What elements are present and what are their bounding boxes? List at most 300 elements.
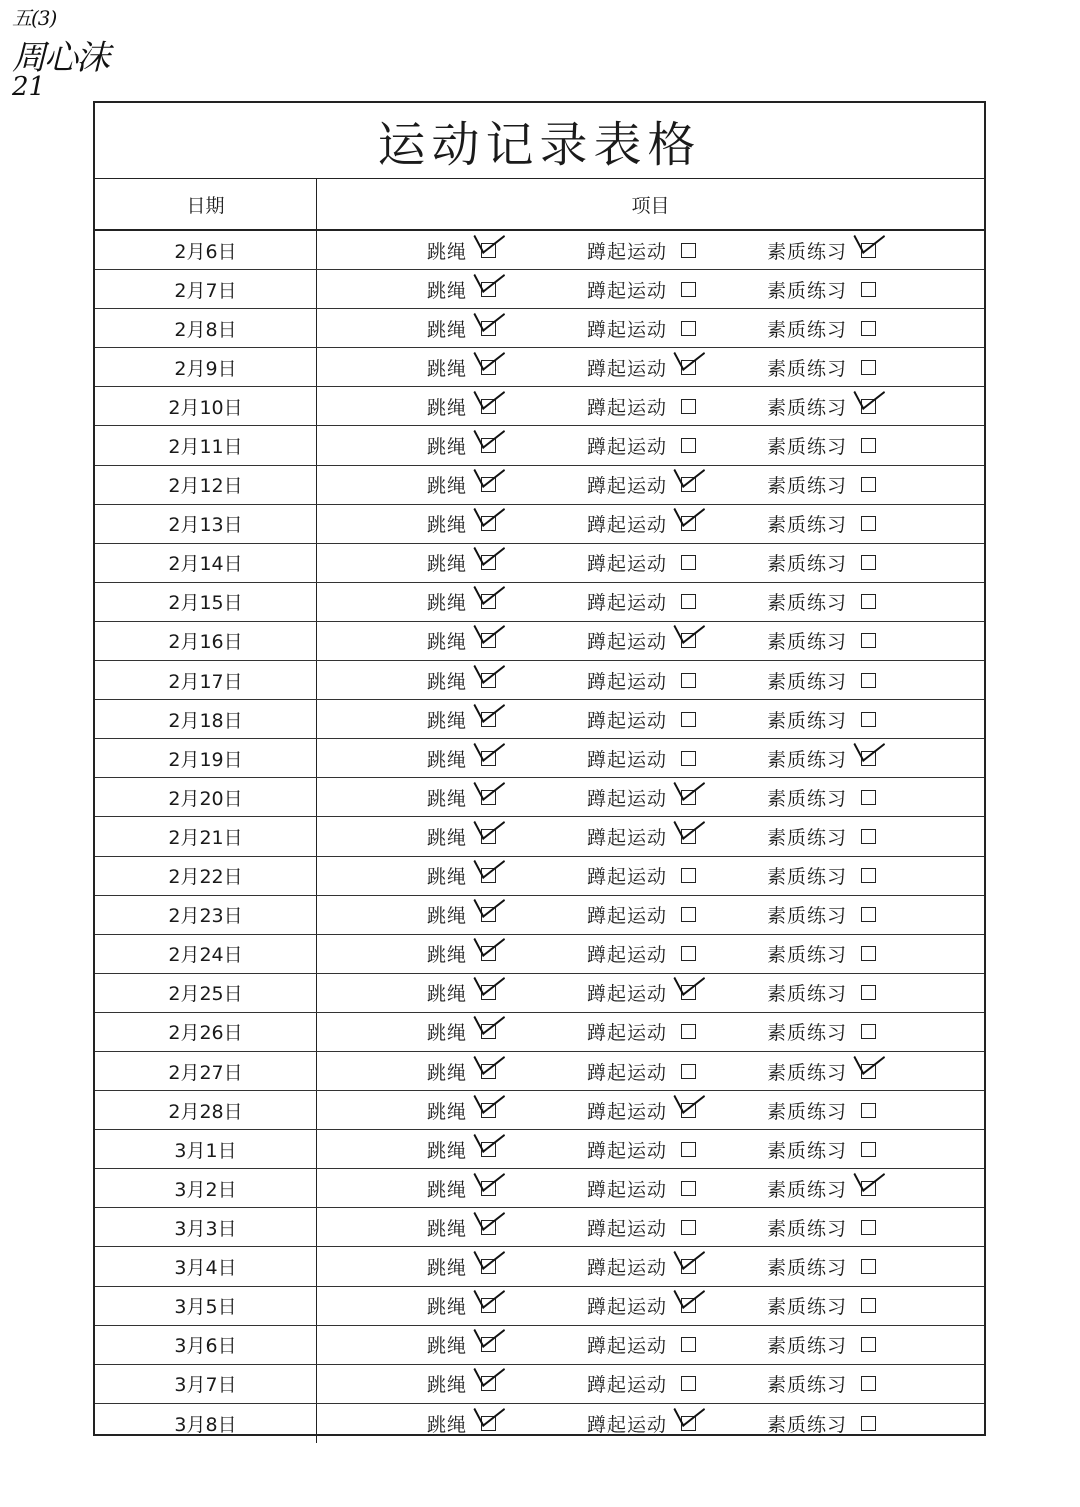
row-items (317, 1287, 984, 1325)
checked-checkbox[interactable] (481, 243, 496, 258)
option-squat (587, 1247, 696, 1285)
checked-checkbox[interactable] (481, 868, 496, 883)
checked-checkbox[interactable] (481, 399, 496, 414)
option-label: 跳绳 (427, 983, 468, 1006)
row-items (317, 622, 984, 660)
table-row (95, 1091, 984, 1130)
row-date: 2月25日 (95, 974, 317, 1012)
checked-checkbox[interactable] (481, 790, 496, 805)
checked-checkbox[interactable] (481, 829, 496, 844)
option-label: 蹲起运动 (587, 905, 668, 928)
empty-checkbox[interactable] (861, 1337, 876, 1352)
empty-checkbox[interactable] (681, 1024, 696, 1039)
row-items (317, 466, 984, 504)
checked-checkbox[interactable] (481, 751, 496, 766)
row-date: 2月7日 (95, 270, 317, 308)
empty-checkbox[interactable] (861, 946, 876, 961)
table-row (95, 583, 984, 622)
empty-checkbox[interactable] (681, 946, 696, 961)
empty-checkbox[interactable] (861, 516, 876, 531)
checked-checkbox[interactable] (681, 985, 696, 1000)
row-items (317, 1326, 984, 1364)
table-row (95, 231, 984, 270)
row-date: 2月12日 (95, 466, 317, 504)
option-jump (427, 1013, 496, 1051)
option-label: 蹲起运动 (587, 1413, 668, 1436)
checked-checkbox[interactable] (481, 712, 496, 727)
table-row (95, 1208, 984, 1247)
row-date: 2月26日 (95, 1013, 317, 1051)
table-row (95, 817, 984, 856)
checked-checkbox[interactable] (681, 829, 696, 844)
checked-checkbox[interactable] (681, 1298, 696, 1313)
option-label: 蹲起运动 (587, 436, 668, 459)
option-squat (587, 622, 696, 660)
checked-checkbox[interactable] (481, 360, 496, 375)
checked-checkbox[interactable] (681, 1259, 696, 1274)
option-label: 蹲起运动 (587, 514, 668, 537)
empty-checkbox[interactable] (861, 1376, 876, 1391)
empty-checkbox[interactable] (681, 399, 696, 414)
empty-checkbox[interactable] (861, 633, 876, 648)
table-row (95, 896, 984, 935)
table-row (95, 1052, 984, 1091)
empty-checkbox[interactable] (681, 1220, 696, 1235)
table-row (95, 622, 984, 661)
option-label: 素质练习 (767, 1374, 848, 1397)
checked-checkbox[interactable] (681, 516, 696, 531)
checked-checkbox[interactable] (481, 321, 496, 336)
checked-checkbox[interactable] (861, 1181, 876, 1196)
row-items (317, 583, 984, 621)
row-items (317, 1404, 984, 1443)
option-label: 跳绳 (427, 592, 468, 615)
option-squat (587, 935, 696, 973)
row-items (317, 1013, 984, 1051)
option-label: 跳绳 (427, 357, 468, 380)
option-label: 素质练习 (767, 1413, 848, 1436)
table-row (95, 1013, 984, 1052)
option-fitness (767, 935, 876, 973)
option-label: 蹲起运动 (587, 357, 668, 380)
option-label: 跳绳 (427, 670, 468, 693)
checked-checkbox[interactable] (481, 907, 496, 922)
checked-checkbox[interactable] (481, 477, 496, 492)
table-row (95, 935, 984, 974)
option-squat (587, 1326, 696, 1364)
option-fitness (767, 857, 876, 895)
option-label: 跳绳 (427, 475, 468, 498)
checked-checkbox[interactable] (681, 1416, 696, 1431)
option-jump (427, 1365, 496, 1403)
handwritten-class: 五(3) (12, 6, 57, 30)
table-row (95, 857, 984, 896)
option-label: 素质练习 (767, 905, 848, 928)
empty-checkbox[interactable] (681, 1337, 696, 1352)
option-label: 蹲起运动 (587, 709, 668, 732)
row-items (317, 309, 984, 347)
empty-checkbox[interactable] (861, 1220, 876, 1235)
row-items (317, 1169, 984, 1207)
option-label: 蹲起运动 (587, 631, 668, 654)
option-squat (587, 1091, 696, 1129)
handwritten-name: 周心沫 (12, 38, 108, 78)
option-squat (587, 974, 696, 1012)
checked-checkbox[interactable] (481, 673, 496, 688)
row-items (317, 974, 984, 1012)
option-label: 素质练习 (767, 279, 848, 302)
empty-checkbox[interactable] (861, 1298, 876, 1313)
empty-checkbox[interactable] (681, 751, 696, 766)
option-label: 蹲起运动 (587, 318, 668, 341)
empty-checkbox[interactable] (861, 1103, 876, 1118)
option-fitness (767, 231, 876, 269)
row-items (317, 505, 984, 543)
table-row (95, 309, 984, 348)
row-items (317, 387, 984, 425)
table-row (95, 661, 984, 700)
empty-checkbox[interactable] (681, 555, 696, 570)
option-label: 素质练习 (767, 748, 848, 771)
option-label: 跳绳 (427, 709, 468, 732)
table-row (95, 505, 984, 544)
row-items (317, 896, 984, 934)
handwritten-note (6, 2, 108, 112)
checked-checkbox[interactable] (681, 633, 696, 648)
option-squat (587, 1287, 696, 1325)
row-date: 2月27日 (95, 1052, 317, 1090)
row-date: 3月8日 (95, 1404, 317, 1443)
empty-checkbox[interactable] (681, 438, 696, 453)
empty-checkbox[interactable] (861, 1142, 876, 1157)
row-date: 2月21日 (95, 817, 317, 855)
row-date: 3月1日 (95, 1130, 317, 1168)
option-fitness (767, 739, 876, 777)
option-label: 跳绳 (427, 748, 468, 771)
option-label: 素质练习 (767, 396, 848, 419)
checked-checkbox[interactable] (481, 438, 496, 453)
checked-checkbox[interactable] (481, 1220, 496, 1235)
checked-checkbox[interactable] (481, 1181, 496, 1196)
empty-checkbox[interactable] (861, 282, 876, 297)
empty-checkbox[interactable] (861, 1024, 876, 1039)
option-label: 跳绳 (427, 240, 468, 263)
option-squat (587, 1169, 696, 1207)
option-label: 蹲起运动 (587, 1061, 668, 1084)
row-date: 3月4日 (95, 1247, 317, 1285)
option-fitness (767, 426, 876, 464)
option-label: 素质练习 (767, 1022, 848, 1045)
option-fitness (767, 505, 876, 543)
empty-checkbox[interactable] (861, 985, 876, 1000)
row-date: 3月7日 (95, 1365, 317, 1403)
option-label: 跳绳 (427, 944, 468, 967)
option-label: 蹲起运动 (587, 240, 668, 263)
empty-checkbox[interactable] (681, 907, 696, 922)
row-date: 3月3日 (95, 1208, 317, 1246)
checked-checkbox[interactable] (481, 1142, 496, 1157)
option-label: 素质练习 (767, 436, 848, 459)
empty-checkbox[interactable] (861, 790, 876, 805)
table-row (95, 544, 984, 583)
empty-checkbox[interactable] (861, 829, 876, 844)
row-items (317, 661, 984, 699)
row-items (317, 231, 984, 269)
checked-checkbox[interactable] (681, 477, 696, 492)
option-label: 跳绳 (427, 631, 468, 654)
table-title: 运动记录表格 (95, 103, 984, 179)
table-row (95, 387, 984, 426)
option-jump (427, 1052, 496, 1090)
option-label: 跳绳 (427, 514, 468, 537)
option-squat (587, 1208, 696, 1246)
row-date: 2月16日 (95, 622, 317, 660)
table-row (95, 739, 984, 778)
option-label: 蹲起运动 (587, 592, 668, 615)
option-label: 素质练习 (767, 1178, 848, 1201)
option-label: 跳绳 (427, 279, 468, 302)
option-jump (427, 348, 496, 386)
option-fitness (767, 309, 876, 347)
row-items (317, 544, 984, 582)
table-row (95, 348, 984, 387)
row-date: 2月28日 (95, 1091, 317, 1129)
table-row (95, 1404, 984, 1443)
option-label: 跳绳 (427, 1296, 468, 1319)
row-items (317, 700, 984, 738)
checked-checkbox[interactable] (481, 1416, 496, 1431)
checked-checkbox[interactable] (681, 1103, 696, 1118)
option-label: 素质练习 (767, 709, 848, 732)
option-label: 素质练习 (767, 1217, 848, 1240)
option-label: 素质练习 (767, 592, 848, 615)
option-label: 素质练习 (767, 475, 848, 498)
option-label: 跳绳 (427, 1178, 468, 1201)
checked-checkbox[interactable] (861, 751, 876, 766)
row-date: 2月10日 (95, 387, 317, 425)
empty-checkbox[interactable] (681, 868, 696, 883)
checked-checkbox[interactable] (481, 282, 496, 297)
option-fitness (767, 1013, 876, 1051)
option-label: 素质练习 (767, 1335, 848, 1358)
row-date: 2月9日 (95, 348, 317, 386)
row-date: 2月18日 (95, 700, 317, 738)
empty-checkbox[interactable] (861, 1416, 876, 1431)
option-label: 跳绳 (427, 1217, 468, 1240)
empty-checkbox[interactable] (861, 673, 876, 688)
option-label: 素质练习 (767, 553, 848, 576)
empty-checkbox[interactable] (681, 673, 696, 688)
option-squat (587, 817, 696, 855)
option-squat (587, 661, 696, 699)
empty-checkbox[interactable] (861, 907, 876, 922)
table-row (95, 270, 984, 309)
option-label: 素质练习 (767, 983, 848, 1006)
option-fitness (767, 661, 876, 699)
row-date: 2月24日 (95, 935, 317, 973)
row-date: 2月22日 (95, 857, 317, 895)
option-fitness (767, 700, 876, 738)
option-squat (587, 1130, 696, 1168)
row-items (317, 817, 984, 855)
option-fitness (767, 1052, 876, 1090)
row-date: 2月15日 (95, 583, 317, 621)
option-label: 蹲起运动 (587, 670, 668, 693)
checked-checkbox[interactable] (481, 594, 496, 609)
option-jump (427, 1404, 496, 1443)
table-header (95, 179, 984, 231)
option-squat (587, 778, 696, 816)
checked-checkbox[interactable] (481, 985, 496, 1000)
empty-checkbox[interactable] (861, 594, 876, 609)
option-fitness (767, 466, 876, 504)
option-fitness (767, 1208, 876, 1246)
row-date: 2月17日 (95, 661, 317, 699)
option-label: 蹲起运动 (587, 748, 668, 771)
row-items (317, 270, 984, 308)
checked-checkbox[interactable] (481, 1298, 496, 1313)
checked-checkbox[interactable] (481, 516, 496, 531)
row-date: 2月13日 (95, 505, 317, 543)
empty-checkbox[interactable] (861, 360, 876, 375)
checked-checkbox[interactable] (861, 399, 876, 414)
empty-checkbox[interactable] (861, 321, 876, 336)
checked-checkbox[interactable] (861, 243, 876, 258)
empty-checkbox[interactable] (861, 712, 876, 727)
option-label: 素质练习 (767, 866, 848, 889)
empty-checkbox[interactable] (681, 1064, 696, 1079)
table-row (95, 1130, 984, 1169)
option-label: 素质练习 (767, 1139, 848, 1162)
option-fitness (767, 1326, 876, 1364)
option-label: 蹲起运动 (587, 475, 668, 498)
option-label: 跳绳 (427, 1022, 468, 1045)
empty-checkbox[interactable] (681, 712, 696, 727)
option-jump (427, 739, 496, 777)
header-date: 日期 (95, 179, 317, 229)
option-fitness (767, 1404, 876, 1443)
table-row (95, 1365, 984, 1404)
option-jump (427, 1091, 496, 1129)
empty-checkbox[interactable] (861, 555, 876, 570)
option-fitness (767, 1287, 876, 1325)
empty-checkbox[interactable] (681, 243, 696, 258)
option-squat (587, 1365, 696, 1403)
empty-checkbox[interactable] (861, 1259, 876, 1274)
empty-checkbox[interactable] (861, 868, 876, 883)
checked-checkbox[interactable] (481, 1064, 496, 1079)
empty-checkbox[interactable] (681, 1142, 696, 1157)
option-jump (427, 309, 496, 347)
option-fitness (767, 270, 876, 308)
option-label: 跳绳 (427, 866, 468, 889)
option-jump (427, 1208, 496, 1246)
option-label: 素质练习 (767, 1061, 848, 1084)
table-row (95, 466, 984, 505)
option-fitness (767, 1091, 876, 1129)
row-items (317, 935, 984, 973)
checked-checkbox[interactable] (481, 633, 496, 648)
option-jump (427, 231, 496, 269)
row-items (317, 1247, 984, 1285)
option-label: 蹲起运动 (587, 866, 668, 889)
checked-checkbox[interactable] (481, 1376, 496, 1391)
checked-checkbox[interactable] (481, 555, 496, 570)
option-squat (587, 1013, 696, 1051)
option-jump (427, 778, 496, 816)
row-items (317, 1052, 984, 1090)
empty-checkbox[interactable] (861, 438, 876, 453)
table-row (95, 1247, 984, 1286)
option-label: 素质练习 (767, 826, 848, 849)
option-squat (587, 426, 696, 464)
empty-checkbox[interactable] (681, 594, 696, 609)
row-items (317, 1130, 984, 1168)
row-date: 2月6日 (95, 231, 317, 269)
checked-checkbox[interactable] (681, 360, 696, 375)
option-jump (427, 1130, 496, 1168)
option-label: 蹲起运动 (587, 1296, 668, 1319)
option-fitness (767, 544, 876, 582)
option-squat (587, 583, 696, 621)
option-label: 素质练习 (767, 1296, 848, 1319)
checked-checkbox[interactable] (481, 1024, 496, 1039)
option-label: 素质练习 (767, 944, 848, 967)
option-fitness (767, 1365, 876, 1403)
option-label: 蹲起运动 (587, 279, 668, 302)
option-fitness (767, 817, 876, 855)
table-row (95, 1169, 984, 1208)
option-fitness (767, 778, 876, 816)
empty-checkbox[interactable] (861, 477, 876, 492)
option-fitness (767, 1247, 876, 1285)
checked-checkbox[interactable] (481, 1337, 496, 1352)
option-jump (427, 1169, 496, 1207)
option-label: 跳绳 (427, 318, 468, 341)
table-row (95, 1326, 984, 1365)
option-jump (427, 387, 496, 425)
option-label: 跳绳 (427, 1413, 468, 1436)
checked-checkbox[interactable] (861, 1064, 876, 1079)
row-date: 2月8日 (95, 309, 317, 347)
option-label: 蹲起运动 (587, 1100, 668, 1123)
exercise-record-table (93, 101, 986, 1436)
option-label: 蹲起运动 (587, 983, 668, 1006)
checked-checkbox[interactable] (481, 1103, 496, 1118)
header-items: 项目 (631, 194, 670, 217)
empty-checkbox[interactable] (681, 321, 696, 336)
table-row (95, 1287, 984, 1326)
option-label: 素质练习 (767, 1100, 848, 1123)
empty-checkbox[interactable] (681, 282, 696, 297)
row-items (317, 1365, 984, 1403)
option-label: 蹲起运动 (587, 1217, 668, 1240)
option-fitness (767, 622, 876, 660)
row-date: 3月2日 (95, 1169, 317, 1207)
checked-checkbox[interactable] (481, 946, 496, 961)
table-row (95, 778, 984, 817)
option-jump (427, 661, 496, 699)
option-squat (587, 270, 696, 308)
checked-checkbox[interactable] (481, 1259, 496, 1274)
row-items (317, 739, 984, 777)
empty-checkbox[interactable] (681, 1376, 696, 1391)
checked-checkbox[interactable] (681, 790, 696, 805)
row-date: 2月23日 (95, 896, 317, 934)
table-body (95, 231, 984, 1443)
option-label: 素质练习 (767, 318, 848, 341)
empty-checkbox[interactable] (681, 1181, 696, 1196)
